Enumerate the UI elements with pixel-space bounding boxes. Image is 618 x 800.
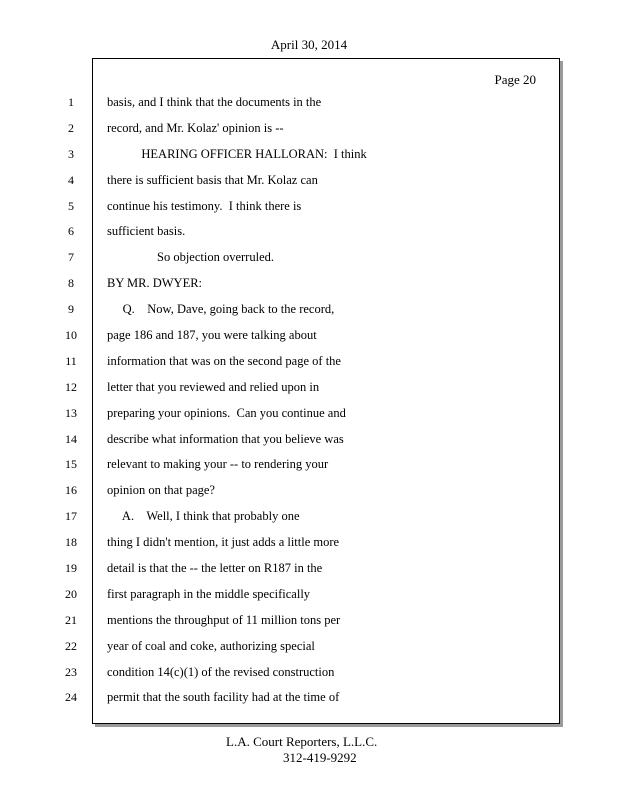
- line-number: 20: [65, 586, 77, 601]
- transcript-line: permit that the south facility had at the time of: [107, 690, 340, 705]
- transcript-line: describe what information that you believe was: [107, 431, 344, 446]
- transcript-line: record, and Mr. Kolaz' opinion is --: [107, 120, 284, 135]
- line-number: 14: [65, 431, 77, 446]
- line-number: 19: [65, 561, 77, 576]
- line-number: 22: [65, 638, 77, 653]
- transcript-line: relevant to making your -- to rendering your: [107, 457, 329, 472]
- transcript-line: detail is that the -- the letter on R187 in the: [107, 561, 323, 576]
- transcript-line: opinion on that page?: [107, 483, 215, 498]
- line-number: 5: [68, 198, 74, 213]
- transcript-line: condition 14(c)(1) of the revised construction: [107, 664, 335, 679]
- line-number: 16: [65, 483, 77, 498]
- transcript-line: A. Well, I think that probably one: [107, 509, 300, 524]
- line-number: 4: [68, 172, 74, 187]
- line-number: 8: [68, 276, 74, 291]
- transcript-line: preparing your opinions. Can you continue and: [107, 405, 346, 420]
- transcript-line: mentions the throughput of 11 million tons per: [107, 612, 341, 627]
- line-number: 15: [65, 457, 77, 472]
- line-number: 18: [65, 535, 77, 550]
- page-number: Page 20: [494, 72, 536, 87]
- line-number: 13: [65, 405, 77, 420]
- line-number: 21: [65, 612, 77, 627]
- transcript-line: page 186 and 187, you were talking about: [107, 328, 317, 343]
- transcript-line: year of coal and coke, authorizing special: [107, 638, 315, 653]
- line-number: 23: [65, 664, 77, 679]
- transcript-line: letter that you reviewed and relied upon in: [107, 379, 320, 394]
- transcript-line: So objection overruled.: [107, 250, 274, 265]
- transcript-line: there is sufficient basis that Mr. Kolaz can: [107, 172, 318, 187]
- line-number: 1: [68, 95, 74, 109]
- transcript-line: information that was on the second page of the: [107, 353, 341, 368]
- court-reporter-phone: 312-419-9292: [283, 750, 357, 765]
- line-number: 24: [65, 690, 77, 705]
- transcript-text: [107, 94, 537, 715]
- transcript-line: Q. Now, Dave, going back to the record,: [107, 302, 335, 317]
- transcript-line: first paragraph in the middle specifically: [107, 586, 311, 601]
- transcript-line: thing I didn't mention, it just adds a little more: [107, 535, 340, 550]
- line-number: 2: [68, 120, 74, 135]
- line-number: 9: [68, 302, 74, 317]
- transcript-line: sufficient basis.: [107, 224, 186, 239]
- line-number: 3: [68, 146, 74, 161]
- line-number: 17: [65, 509, 77, 524]
- transcript-line: HEARING OFFICER HALLORAN: I think: [107, 146, 367, 161]
- line-number: 11: [65, 353, 77, 368]
- court-reporter-name: L.A. Court Reporters, L.L.C.: [226, 734, 378, 749]
- line-number: 7: [68, 250, 74, 265]
- transcript-date: April 30, 2014: [270, 37, 348, 52]
- line-number: 10: [65, 328, 77, 343]
- line-number: 12: [65, 379, 77, 394]
- transcript-line: continue his testimony. I think there is: [107, 198, 302, 213]
- transcript-line: basis, and I think that the documents in the: [107, 95, 322, 109]
- line-number-column: [56, 94, 86, 715]
- transcript-line: BY MR. DWYER:: [107, 276, 203, 291]
- line-number: 6: [68, 224, 74, 239]
